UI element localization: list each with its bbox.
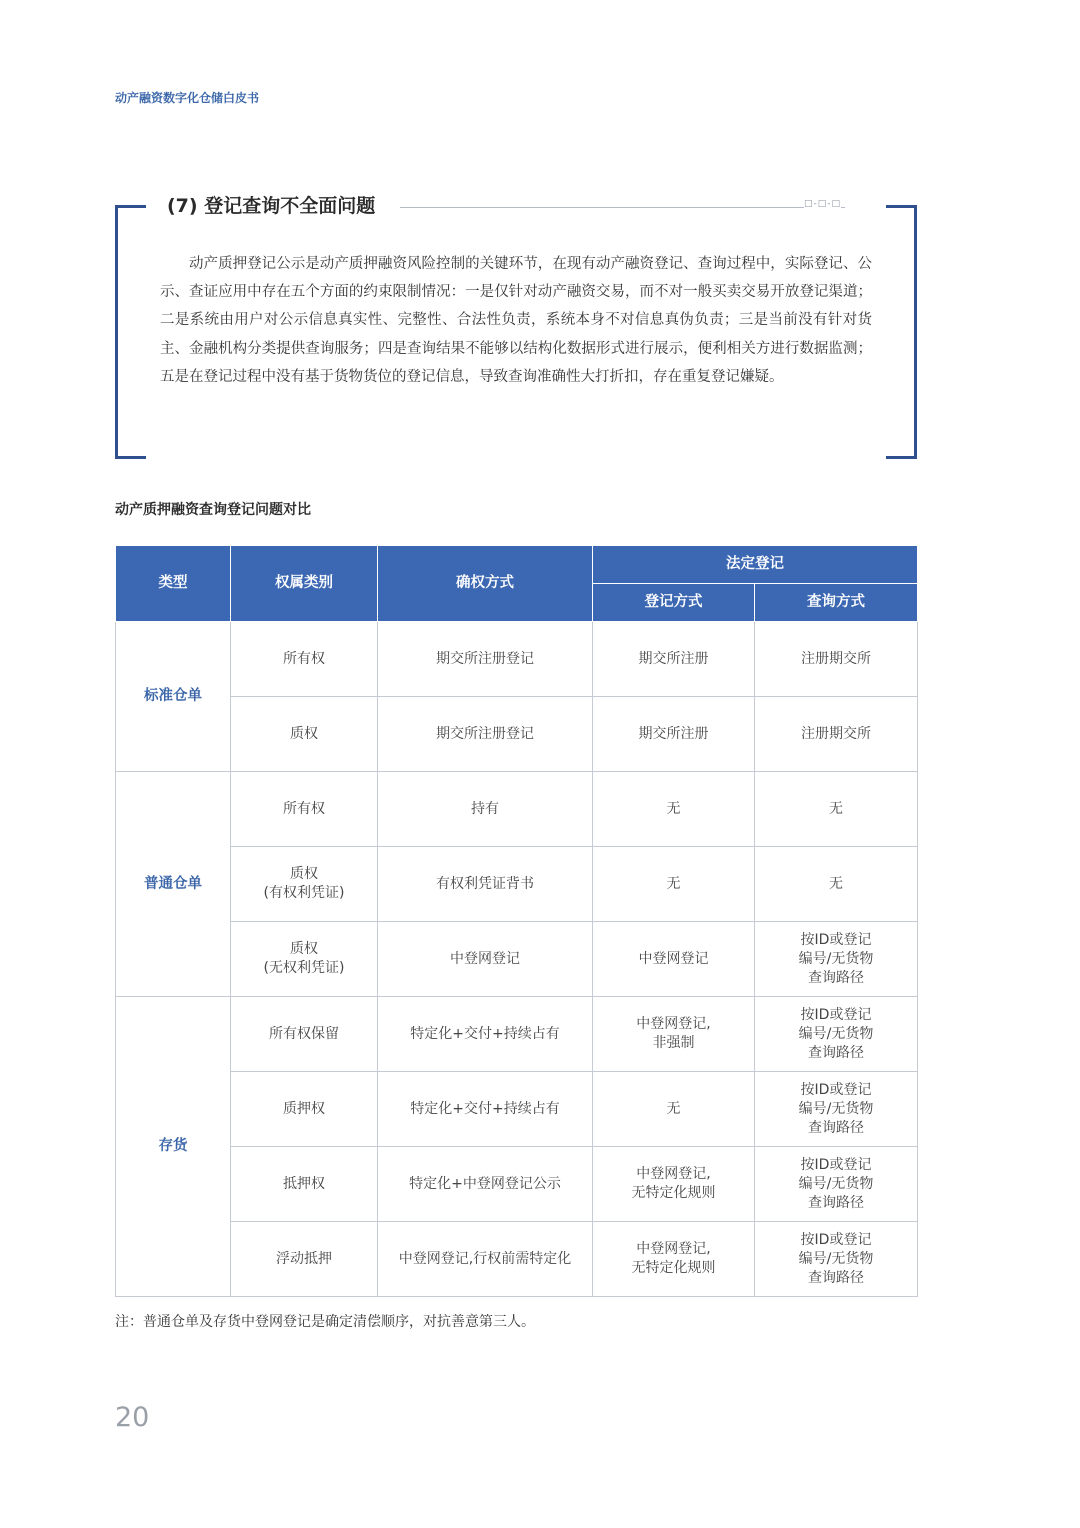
confirm-cell: 中登网登记 bbox=[378, 922, 593, 997]
table-row bbox=[116, 697, 918, 772]
section-body bbox=[160, 250, 872, 391]
register-cell: 中登网登记, 非强制 bbox=[593, 997, 755, 1072]
section-title: (7) 登记查询不全面问题 bbox=[161, 191, 381, 218]
query-cell: 注册期交所 bbox=[755, 622, 918, 697]
category-cell: 普通仓单 bbox=[116, 772, 231, 997]
register-cell: 中登网登记 bbox=[593, 922, 755, 997]
table-body bbox=[116, 622, 918, 1297]
confirm-cell: 特定化+交付+持续占有 bbox=[378, 1072, 593, 1147]
right-cell: 质权 bbox=[231, 697, 378, 772]
header-confirm-method: 确权方式 bbox=[378, 546, 593, 622]
table-row bbox=[116, 1147, 918, 1222]
page-number: 20 bbox=[115, 1402, 150, 1433]
register-cell: 无 bbox=[593, 847, 755, 922]
register-cell: 无 bbox=[593, 772, 755, 847]
section-box bbox=[115, 195, 917, 455]
right-cell: 所有权 bbox=[231, 622, 378, 697]
header-query-method: 查询方式 bbox=[755, 584, 918, 622]
header-right-category: 权属类别 bbox=[231, 546, 378, 622]
header-register-method: 登记方式 bbox=[593, 584, 755, 622]
title-divider bbox=[400, 207, 845, 208]
confirm-cell: 特定化+中登网登记公示 bbox=[378, 1147, 593, 1222]
comparison-table bbox=[115, 545, 918, 1297]
table-row bbox=[116, 1072, 918, 1147]
section-paragraph: 动产质押登记公示是动产质押融资风险控制的关键环节，在现有动产融资登记、查询过程中，实际登记、公示、查证应用中存在五个方面的约束限制情况：一是仅针对动产融资交易，而不对一般买卖交易开放登记渠道；二是系统由用户对公示信息真实性、完整性、合法性负责，系统本身不对信息真伪负责；三是当前没有针对货主、金融机构分类提供查询服务；四是查询结果不能够以结构化数据形式进行展示，便利相关方进行数据监测；五是在登记过程中没有基于货物货位的登记信息，导致查询准确性大打折扣，存在重复登记嫌疑。 bbox=[160, 256, 872, 385]
table-row bbox=[116, 772, 918, 847]
table-row bbox=[116, 1222, 918, 1297]
register-cell: 中登网登记, 无特定化规则 bbox=[593, 1222, 755, 1297]
category-cell: 标准仓单 bbox=[116, 622, 231, 772]
register-cell: 中登网登记, 无特定化规则 bbox=[593, 1147, 755, 1222]
confirm-cell: 有权利凭证背书 bbox=[378, 847, 593, 922]
right-cell: 质押权 bbox=[231, 1072, 378, 1147]
query-cell: 注册期交所 bbox=[755, 697, 918, 772]
register-cell: 期交所注册 bbox=[593, 697, 755, 772]
confirm-cell: 持有 bbox=[378, 772, 593, 847]
table-row bbox=[116, 997, 918, 1072]
right-cell: 抵押权 bbox=[231, 1147, 378, 1222]
header-statutory: 法定登记 bbox=[593, 546, 918, 584]
register-cell: 无 bbox=[593, 1072, 755, 1147]
query-cell: 按ID或登记 编号/无货物 查询路径 bbox=[755, 922, 918, 997]
confirm-cell: 中登网登记,行权前需特定化 bbox=[378, 1222, 593, 1297]
right-bracket bbox=[886, 205, 917, 459]
right-cell: 质权 (无权利凭证) bbox=[231, 922, 378, 997]
table-row bbox=[116, 847, 918, 922]
right-cell: 所有权 bbox=[231, 772, 378, 847]
query-cell: 按ID或登记 编号/无货物 查询路径 bbox=[755, 1147, 918, 1222]
query-cell: 无 bbox=[755, 772, 918, 847]
confirm-cell: 期交所注册登记 bbox=[378, 622, 593, 697]
register-cell: 期交所注册 bbox=[593, 622, 755, 697]
confirm-cell: 期交所注册登记 bbox=[378, 697, 593, 772]
table-row bbox=[116, 622, 918, 697]
query-cell: 无 bbox=[755, 847, 918, 922]
right-cell: 浮动抵押 bbox=[231, 1222, 378, 1297]
right-cell: 质权 (有权利凭证) bbox=[231, 847, 378, 922]
query-cell: 按ID或登记 编号/无货物 查询路径 bbox=[755, 1222, 918, 1297]
query-cell: 按ID或登记 编号/无货物 查询路径 bbox=[755, 997, 918, 1072]
table-row bbox=[116, 922, 918, 997]
category-cell: 存货 bbox=[116, 997, 231, 1297]
confirm-cell: 特定化+交付+持续占有 bbox=[378, 997, 593, 1072]
table-caption: 动产质押融资查询登记问题对比 bbox=[115, 502, 311, 518]
running-header: 动产融资数字化仓储白皮书 bbox=[115, 91, 260, 105]
left-bracket bbox=[115, 205, 146, 459]
title-decoration: □-□-□ bbox=[803, 199, 841, 209]
query-cell: 按ID或登记 编号/无货物 查询路径 bbox=[755, 1072, 918, 1147]
footnote: 注：普通仓单及存货中登网登记是确定清偿顺序，对抗善意第三人。 bbox=[115, 1314, 535, 1330]
header-type: 类型 bbox=[116, 546, 231, 622]
right-cell: 所有权保留 bbox=[231, 997, 378, 1072]
